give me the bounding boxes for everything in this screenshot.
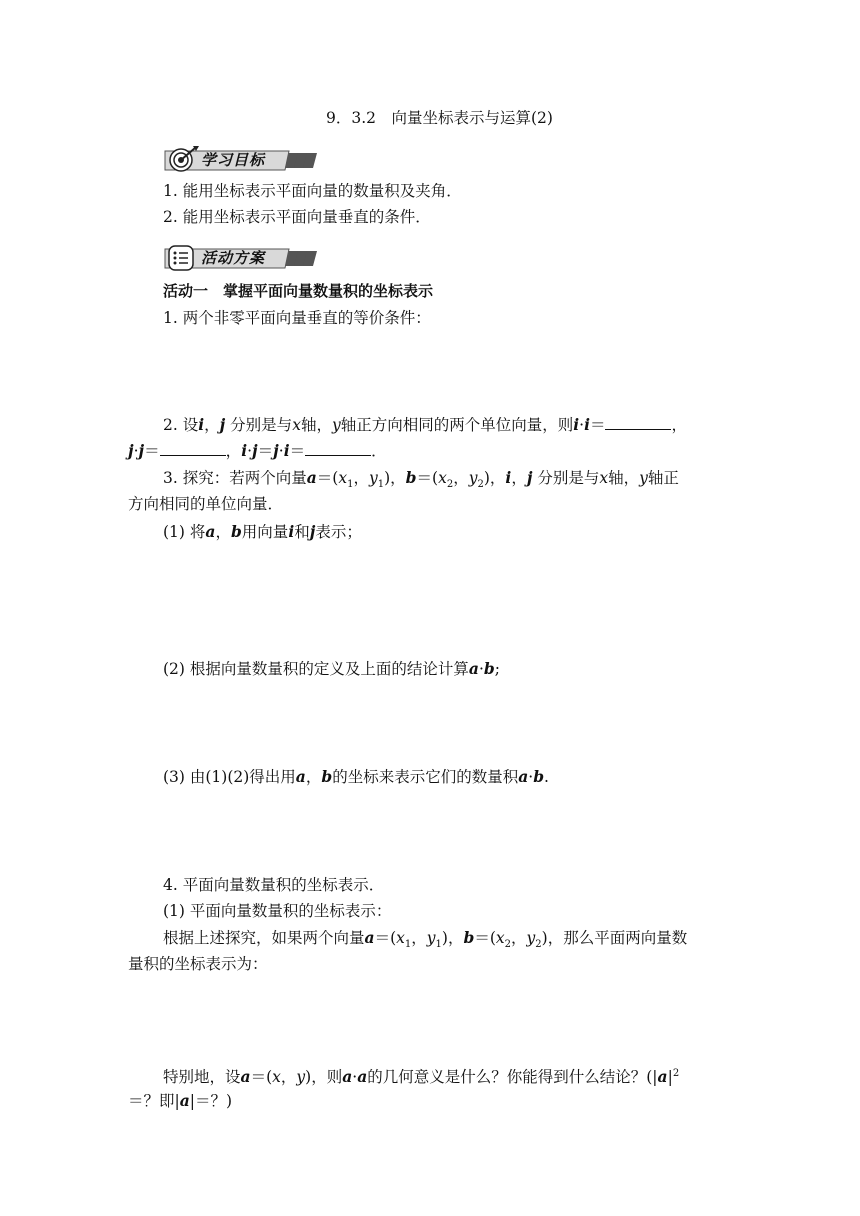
sub-2: (2) 根据向量数量积的定义及上面的结论计算a·b; bbox=[163, 659, 500, 678]
item-3-line2: 方向相同的单位向量． bbox=[128, 495, 284, 513]
para-1-line2: 量积的坐标表示为： bbox=[128, 955, 268, 973]
blank-ii[interactable] bbox=[605, 415, 671, 430]
item-2-line2: j·j＝ ，i·j＝j·i＝ ． bbox=[128, 441, 387, 460]
goals-banner-label: 学习目标 bbox=[201, 151, 266, 169]
activity1-heading: 活动一 掌握平面向量数量积的坐标表示 bbox=[163, 282, 434, 300]
sub-3: (3) 由(1)(2)得出用a，b的坐标来表示它们的数量积a·b. bbox=[163, 767, 549, 786]
item-3-line1: 3. 探究：若两个向量$a=(x_1$，$y_1$)，$b=(x_2$，$y_2$)，i，j 分别是与x轴，y轴正 bbox=[163, 468, 679, 491]
goals-banner bbox=[163, 146, 323, 174]
page-title: 9．3.2 向量坐标表示与运算(2) bbox=[326, 109, 553, 127]
blank-ij[interactable] bbox=[305, 441, 371, 456]
para-2-line1: 特别地，设a＝(x，y)，则a·a的几何意义是什么？你能得到什么结论？($|a|^2$ bbox=[163, 1067, 680, 1087]
para-1-line1: 根据上述探究，如果两个向量$a=(x_1$，$y_1$)，$b=(x_2$，$y_2$)，那么平面两向量数 bbox=[163, 928, 688, 951]
goal-2: 2. 能用坐标表示平面向量垂直的条件． bbox=[163, 208, 431, 226]
item-2-line1: 2. 设i，j 分别是与x轴，y轴正方向相同的两个单位向量，则i·i＝ ， bbox=[163, 415, 687, 434]
sub-1: (1) 将a，b用向量i和j表示； bbox=[163, 522, 362, 541]
blank-jj[interactable] bbox=[160, 441, 226, 456]
goal-1: 1. 能用坐标表示平面向量的数量积及夹角． bbox=[163, 182, 462, 200]
item-1: 1. 两个非零平面向量垂直的等价条件： bbox=[163, 309, 431, 327]
activity-banner-label: 活动方案 bbox=[201, 249, 266, 267]
item-4: 4. 平面向量数量积的坐标表示． bbox=[163, 876, 385, 894]
item-4-1: (1) 平面向量数量积的坐标表示： bbox=[163, 902, 392, 920]
para-2-line2: ＝？即|a|＝？) bbox=[128, 1091, 233, 1110]
activity-banner bbox=[163, 244, 323, 272]
